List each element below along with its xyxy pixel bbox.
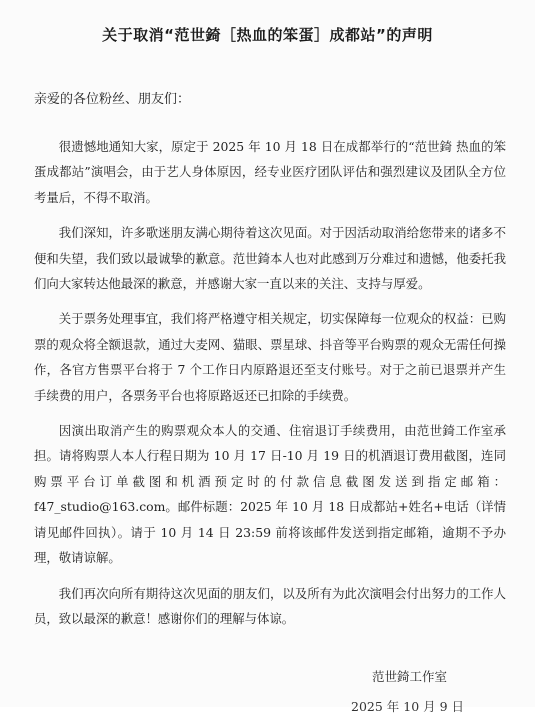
paragraph-travel-compensation: 因演出取消产生的购票观众本人的交通、住宿退订手续费用，由范世錡工作室承担。请将购票人本人行程日期为 10 月 17 日-10 月 19 日的机酒退订费用截图，连同购票平台订单截图和机酒预定时的付款信息截图发送到指定邮箱：f47_studio@163.com。邮件标题：2025 年 10 月 18 日成都站+姓名+电话（详情请见邮件回执）。请于 10 月 14 日 23:59 前将该邮件发送到指定邮箱，逾期不予办理，敬请谅解。 — [34, 423, 506, 566]
signature: 范世錡工作室 — [372, 669, 448, 684]
statement-title: 关于取消“范世錡［热血的笨蛋］成都站”的声明 — [102, 26, 433, 44]
paragraph-apology: 我们深知，许多歌迷朋友满心期待着这次见面。对于因活动取消给您带来的诸多不便和失望，我们致以最诚挚的歉意。范世錡本人也对此感到万分难过和遗憾，他委托我们向大家转达他最深的歉意，并感谢大家一直以来的关注、支持与厚爱。 — [34, 225, 506, 292]
paragraph-closing: 我们再次向所有期待这次见面的朋友们，以及所有为此次演唱会付出努力的工作人员，致以最深的歉意！感谢你们的理解与体谅。 — [34, 585, 506, 626]
paragraph-ticket-refund: 关于票务处理事宜，我们将严格遵守相关规定，切实保障每一位观众的权益：已购票的观众将全额退款，通过大麦网、猫眼、票星球、抖音等平台购票的观众无需任何操作，各官方售票平台将于 7 个工作日内原路退还至支付账号。对于之前已退票并产生手续费的用户，各票务平台也将原路返还已扣除的手续费。 — [34, 311, 506, 403]
statement-body — [34, 134, 506, 641]
salutation: 亲爱的各位粉丝、朋友们： — [34, 92, 191, 107]
paragraph-cancellation-notice: 很遗憾地通知大家，原定于 2025 年 10 月 18 日在成都举行的“范世錡 热血的笨蛋成都站”演唱会，由于艺人身体原因，经专业医疗团队评估和强烈建议及团队全方位考量后，不得不取消。 — [34, 139, 506, 205]
statement-date: 2025 年 10 月 9 日 — [351, 699, 465, 714]
